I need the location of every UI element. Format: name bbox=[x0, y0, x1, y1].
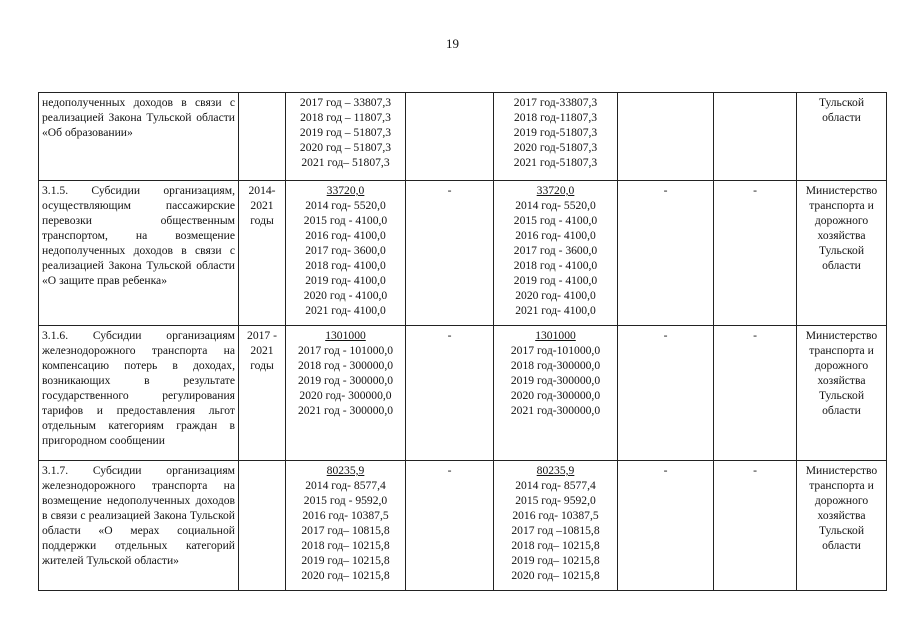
funding-cell bbox=[286, 461, 406, 591]
regional-year-line: 2018 год - 4100,0 bbox=[513, 259, 598, 272]
funding-total: 33720,0 bbox=[326, 184, 365, 197]
program-table bbox=[38, 92, 887, 591]
funding-year-line: 2019 год– 10215,8 bbox=[301, 554, 390, 567]
funding-year-line: 2020 год– 10215,8 bbox=[301, 569, 390, 582]
regional-year-line: 2021 год-51807,3 bbox=[513, 156, 598, 169]
funding-year-line: 2018 год – 11807,3 bbox=[300, 111, 391, 124]
federal-budget-cell: - bbox=[406, 326, 494, 461]
extrabudget-cell: - bbox=[714, 461, 797, 591]
executor-cell: Тульской области bbox=[797, 93, 887, 181]
funding-year-line: 2019 год - 300000,0 bbox=[297, 374, 394, 387]
regional-year-line: 2016 год- 4100,0 bbox=[515, 229, 596, 242]
regional-total: 33720,0 bbox=[536, 184, 575, 197]
funding-year-line: 2020 год- 300000,0 bbox=[299, 389, 392, 402]
funding-total: 1301000 bbox=[325, 329, 366, 342]
regional-year-line: 2015 год- 9592,0 bbox=[515, 494, 596, 507]
funding-year-line: 2015 год - 9592,0 bbox=[303, 494, 388, 507]
description-cell: недополученных доходов в связи с реализацией Закона Тульской области «Об образовании» bbox=[39, 93, 239, 181]
description-cell: 3.1.7. Субсидии организациям железнодорожного транспорта на возмещение недополученных доходов в связи с реализацией Закона Тульской области «О мерах социальной поддержки отдельных категорий жителей Тульской области» bbox=[39, 461, 239, 591]
regional-year-line: 2020 год- 4100,0 bbox=[515, 289, 596, 302]
funding-cell bbox=[286, 326, 406, 461]
years-cell bbox=[239, 93, 286, 181]
funding-year-line: 2020 год – 51807,3 bbox=[299, 141, 392, 154]
description-cell: 3.1.5. Субсидии организациям, осуществляющим пассажирские перевозки общественным транспортом, на возмещение недополученных доходов в связи с реализацией Закона Тульской области «О защите прав ребенка» bbox=[39, 181, 239, 326]
regional-year-line: 2017 год-33807,3 bbox=[513, 96, 598, 109]
regional-year-line: 2019 год-300000,0 bbox=[510, 374, 601, 387]
funding-cell bbox=[286, 93, 406, 181]
regional-year-line: 2016 год- 10387,5 bbox=[512, 509, 599, 522]
regional-year-line: 2018 год-300000,0 bbox=[510, 359, 601, 372]
local-budget-cell: - bbox=[618, 461, 714, 591]
regional-year-line: 2020 год-300000,0 bbox=[510, 389, 601, 402]
table-row bbox=[39, 461, 887, 591]
funding-year-line: 2018 год– 10215,8 bbox=[301, 539, 390, 552]
regional-budget-cell bbox=[494, 326, 618, 461]
regional-year-line: 2019 год-51807,3 bbox=[513, 126, 598, 139]
funding-year-line: 2017 год - 101000,0 bbox=[297, 344, 394, 357]
years-cell bbox=[239, 461, 286, 591]
funding-year-line: 2014 год- 8577,4 bbox=[305, 479, 386, 492]
funding-year-line: 2017 год– 10815,8 bbox=[301, 524, 390, 537]
funding-year-line: 2018 год - 300000,0 bbox=[297, 359, 394, 372]
table-row bbox=[39, 181, 887, 326]
funding-year-line: 2020 год - 4100,0 bbox=[303, 289, 388, 302]
regional-year-line: 2019 год– 10215,8 bbox=[511, 554, 600, 567]
years-cell: 2017 - 2021 годы bbox=[239, 326, 286, 461]
years-cell: 2014-2021 годы bbox=[239, 181, 286, 326]
table-row bbox=[39, 93, 887, 181]
federal-budget-cell: - bbox=[406, 461, 494, 591]
executor-cell: Министерство транспорта и дорожного хозяйства Тульской области bbox=[797, 461, 887, 591]
regional-budget-cell bbox=[494, 93, 618, 181]
regional-year-line: 2014 год- 8577,4 bbox=[515, 479, 596, 492]
funding-year-line: 2016 год- 4100,0 bbox=[305, 229, 386, 242]
funding-year-line: 2015 год - 4100,0 bbox=[303, 214, 388, 227]
regional-year-line: 2021 год-300000,0 bbox=[510, 404, 601, 417]
federal-budget-cell: - bbox=[406, 181, 494, 326]
federal-budget-cell bbox=[406, 93, 494, 181]
executor-cell: Министерство транспорта и дорожного хозяйства Тульской области bbox=[797, 326, 887, 461]
page-number: 19 bbox=[446, 36, 459, 51]
regional-year-line: 2017 год-101000,0 bbox=[510, 344, 601, 357]
executor-cell: Министерство транспорта и дорожного хозяйства Тульской области bbox=[797, 181, 887, 326]
funding-year-line: 2021 год - 300000,0 bbox=[297, 404, 394, 417]
table-row bbox=[39, 326, 887, 461]
regional-year-line: 2019 год - 4100,0 bbox=[513, 274, 598, 287]
funding-year-line: 2019 год- 4100,0 bbox=[305, 274, 386, 287]
description-cell: 3.1.6. Субсидии организациям железнодорожного транспорта на компенсацию потерь в доходах, возникающих в результате государственного регулирования тарифов и предоставления льгот отдельным категориям граждан в пригородном сообщении bbox=[39, 326, 239, 461]
local-budget-cell: - bbox=[618, 181, 714, 326]
local-budget-cell: - bbox=[618, 326, 714, 461]
regional-budget-cell bbox=[494, 461, 618, 591]
funding-year-line: 2021 год– 51807,3 bbox=[301, 156, 390, 169]
regional-year-line: 2014 год- 5520,0 bbox=[515, 199, 596, 212]
regional-year-line: 2021 год- 4100,0 bbox=[515, 304, 596, 317]
funding-total: 80235,9 bbox=[326, 464, 365, 477]
funding-year-line: 2016 год- 10387,5 bbox=[302, 509, 389, 522]
funding-year-line: 2021 год- 4100,0 bbox=[305, 304, 386, 317]
extrabudget-cell: - bbox=[714, 181, 797, 326]
regional-budget-cell bbox=[494, 181, 618, 326]
regional-year-line: 2017 год –10815,8 bbox=[511, 524, 600, 537]
regional-year-line: 2020 год-51807,3 bbox=[513, 141, 598, 154]
regional-total: 1301000 bbox=[535, 329, 576, 342]
regional-year-line: 2020 год– 10215,8 bbox=[511, 569, 600, 582]
regional-year-line: 2015 год - 4100,0 bbox=[513, 214, 598, 227]
regional-year-line: 2017 год - 3600,0 bbox=[513, 244, 598, 257]
funding-year-line: 2019 год – 51807,3 bbox=[299, 126, 392, 139]
extrabudget-cell: - bbox=[714, 326, 797, 461]
regional-year-line: 2018 год– 10215,8 bbox=[511, 539, 600, 552]
regional-year-line: 2018 год-11807,3 bbox=[513, 111, 598, 124]
local-budget-cell bbox=[618, 93, 714, 181]
funding-cell bbox=[286, 181, 406, 326]
regional-total: 80235,9 bbox=[536, 464, 575, 477]
funding-year-line: 2018 год- 4100,0 bbox=[305, 259, 386, 272]
extrabudget-cell bbox=[714, 93, 797, 181]
funding-year-line: 2014 год- 5520,0 bbox=[305, 199, 386, 212]
funding-year-line: 2017 год – 33807,3 bbox=[299, 96, 392, 109]
funding-year-line: 2017 год- 3600,0 bbox=[305, 244, 386, 257]
